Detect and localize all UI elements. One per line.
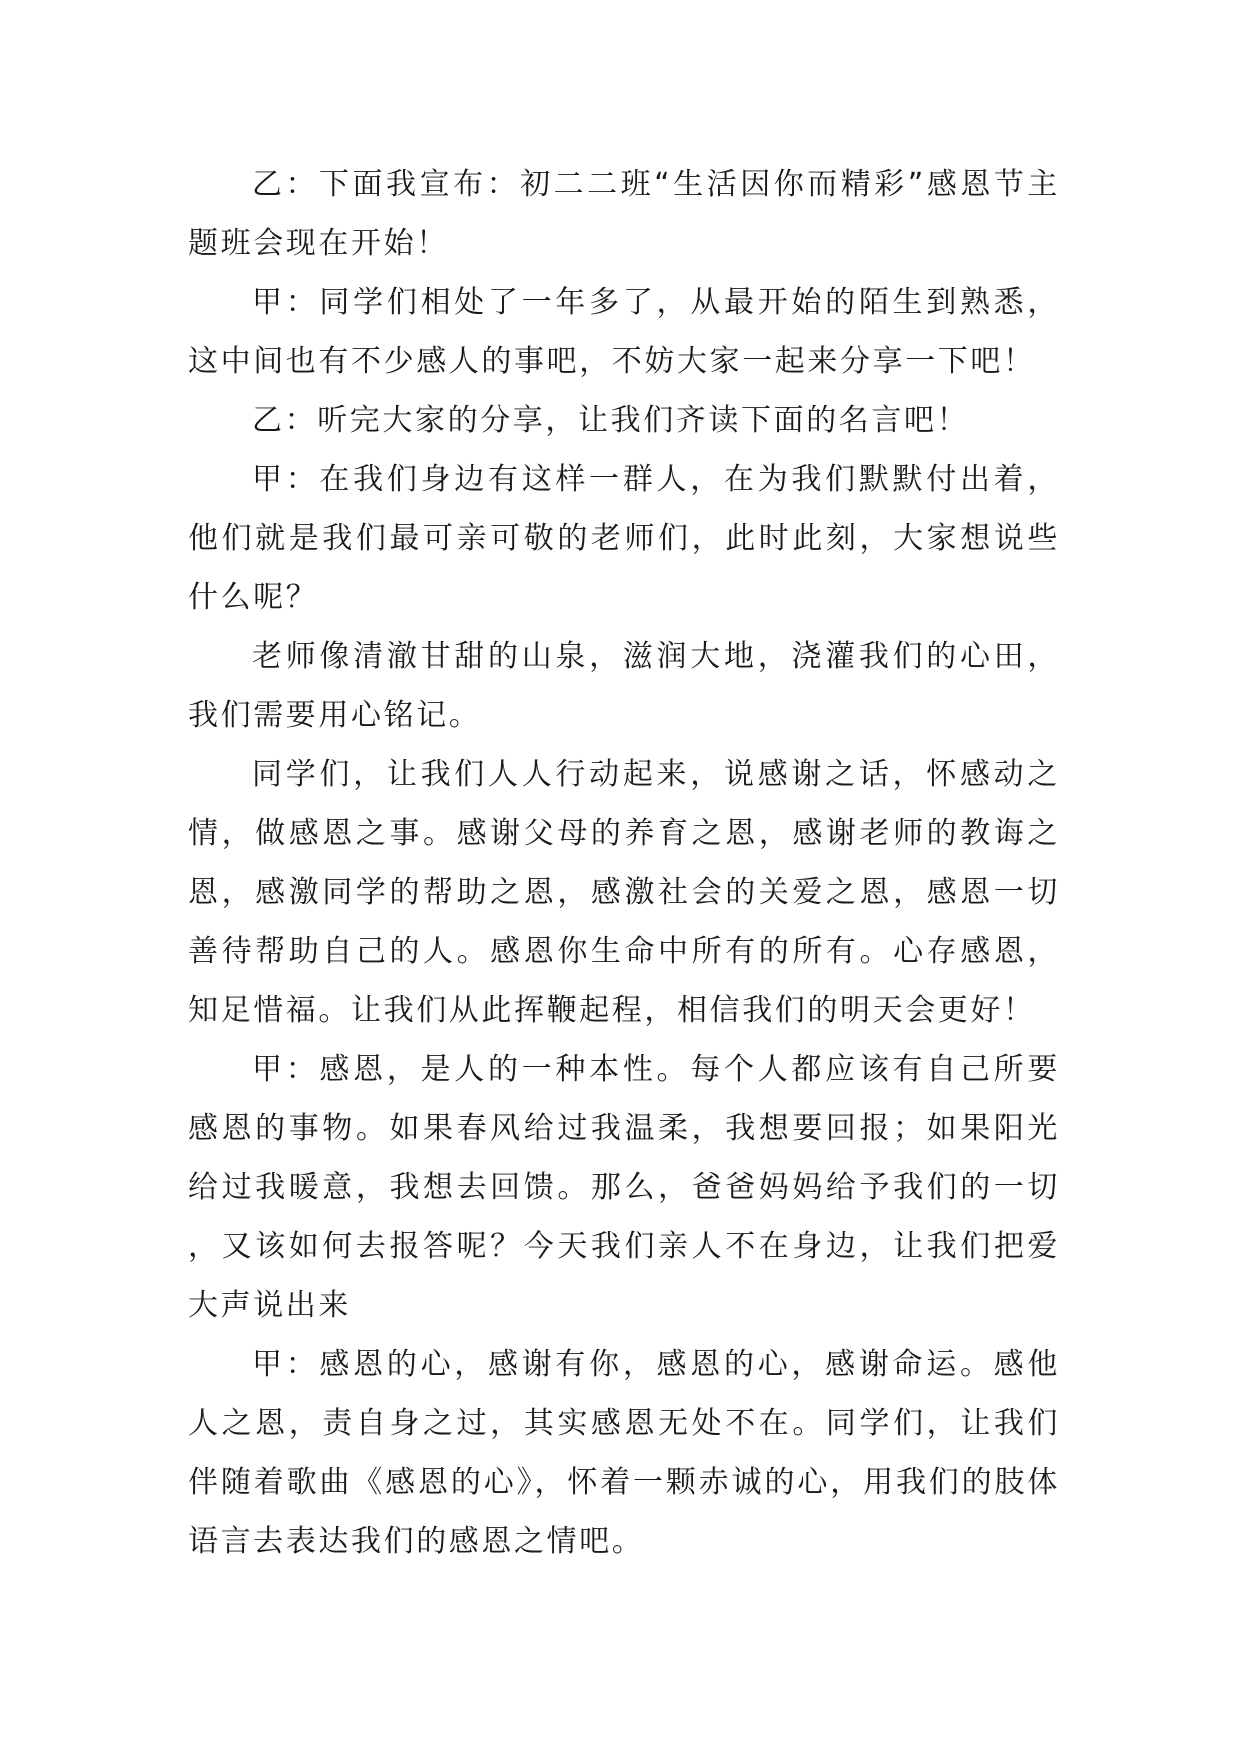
paragraph-sharing-invite: 甲：同学们相处了一年多了，从最开始的陌生到熟悉，这中间也有不少感人的事吧，不妨大家一起来分享一下吧！ xyxy=(188,285,1060,379)
paragraph-teachers: 甲：在我们身边有这样一群人，在为我们默默付出着，他们就是我们最可亲可敬的老师们，此时此刻，大家想说些什么呢？ xyxy=(188,462,1060,615)
paragraph-closing: 甲：感恩的心，感谢有你，感恩的心，感谢命运。感他人之恩，责自身之过，其实感恩无处不在。同学们，让我们伴随着歌曲《感恩的心》，怀着一颗赤诚的心，用我们的肢体语言去表达我们的感恩之情吧。 xyxy=(188,1347,1060,1559)
paragraph-parents: 甲：感恩，是人的一种本性。每个人都应该有自己所要感恩的事物。如果春风给过我温柔，我想要回报；如果阳光给过我暖意，我想去回馈。那么，爸爸妈妈给予我们的一切，又该如何去报答呢？今天我们亲人不在身边，让我们把爱大声说出来 xyxy=(188,1052,1060,1323)
paragraph-announcement: 乙：下面我宣布：初二二班“生活因你而精彩”感恩节主题班会现在开始！ xyxy=(188,167,1060,261)
paragraph-teacher-metaphor: 老师像清澈甘甜的山泉，滋润大地，浇灌我们的心田，我们需要用心铭记。 xyxy=(188,639,1060,733)
document-body xyxy=(188,155,1060,1571)
paragraph-quotes: 乙：听完大家的分享，让我们齐读下面的名言吧！ xyxy=(252,403,970,438)
paragraph-call-to-action: 同学们，让我们人人行动起来，说感谢之话，怀感动之情，做感恩之事。感谢父母的养育之恩，感谢老师的教诲之恩，感激同学的帮助之恩，感激社会的关爱之恩，感恩一切善待帮助自己的人。感恩你生命中所有的所有。心存感恩，知足惜福。让我们从此挥鞭起程，相信我们的明天会更好！ xyxy=(188,757,1060,1028)
